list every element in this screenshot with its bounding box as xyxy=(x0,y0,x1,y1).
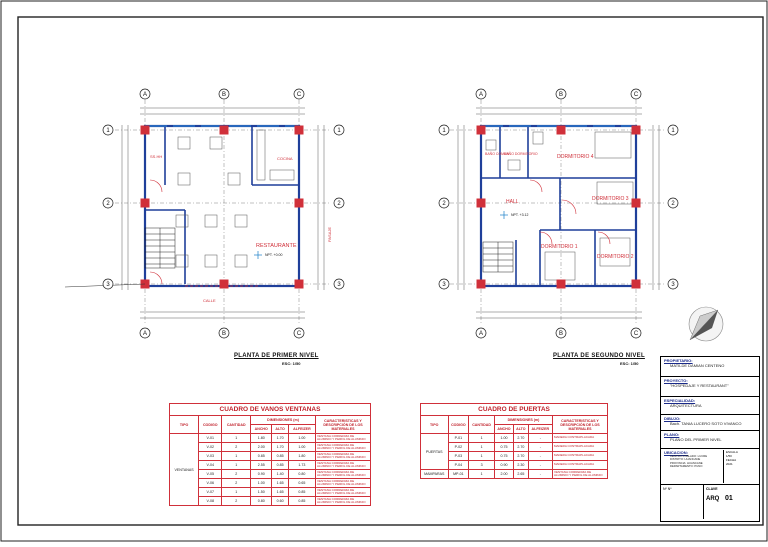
level-label-first: NPT. +0.00 xyxy=(265,253,283,257)
tb-escala-label: ESCALA xyxy=(726,450,738,454)
tb-clave-prefix: ARQ xyxy=(706,496,720,502)
windows-col-tipo: TIPO xyxy=(170,416,199,434)
tb-proyecto xyxy=(661,377,759,397)
axis-1-left-2: 1 xyxy=(442,128,446,134)
table-cell-alfeizer: - xyxy=(528,434,552,443)
windows-table-title: CUADRO DE VANOS VENTANAS xyxy=(170,404,371,416)
doors-tipo-cell: PUERTAS xyxy=(421,434,449,470)
table-cell-ancho: 0.75 xyxy=(494,452,513,461)
table-cell-desc: MADERA CONTRAPLACADA xyxy=(553,434,608,443)
plan1-title: PLANTA DE PRIMER NIVEL xyxy=(234,353,319,359)
table-cell-desc: MADERA CONTRAPLACADA xyxy=(553,461,608,470)
table-cell-cantidad: 1 xyxy=(222,461,251,470)
axis-c-bottom-2: C xyxy=(633,331,639,337)
windows-col-caracteristicas: CARACTERISTICAS Y DESCRIPCIÓN DE LOS MATERIALES xyxy=(316,416,371,434)
axis-2-left-1: 2 xyxy=(106,201,110,207)
table-row xyxy=(170,488,371,497)
tb-plano-label: PLANO: xyxy=(664,432,680,437)
doors-col-alfeizer: ALFEIZER xyxy=(528,425,552,434)
room-label-dormitorio1: DORMITORIO 1 xyxy=(541,244,578,250)
table-cell-desc: VENTANA CORREDIZA DE ALUMINIO Y PERFIL DE ALUMINIO xyxy=(316,434,371,443)
table-cell-codigo: P-01 xyxy=(448,434,469,443)
table-cell-cantidad: 1 xyxy=(222,434,251,443)
axis-3-left-2: 3 xyxy=(442,282,446,288)
table-cell-alfeizer: - xyxy=(528,452,552,461)
plan2-title: PLANTA DE SEGUNDO NIVEL xyxy=(553,353,645,359)
table-cell-alto: 0.60 xyxy=(272,497,288,506)
room-label-bano-dormitorio: BAÑO DORMITORIO xyxy=(504,152,538,156)
outer-border xyxy=(1,1,767,541)
doors-col-alto: ALTO xyxy=(514,425,529,434)
tb-clave xyxy=(661,485,759,519)
table-cell-codigo: V-03 xyxy=(199,452,222,461)
room-label-sshh: SS.HH xyxy=(150,154,163,159)
table-cell-alfeizer: 1.00 xyxy=(288,443,315,452)
windows-table-body xyxy=(170,434,371,506)
windows-col-alto: ALTO xyxy=(272,425,288,434)
tb-dibujo-label: DIBUJO: xyxy=(664,416,681,421)
tb-ubicacion-line: DEPARTAMENTO: PUNO xyxy=(670,464,703,469)
table-cell-codigo: V-08 xyxy=(199,497,222,506)
table-cell-alfeizer: 0.85 xyxy=(288,488,315,497)
table-cell-desc: MADERA CONTRAPLACADA xyxy=(553,443,608,452)
doors-col-cantidad: CANTIDAD xyxy=(469,416,495,434)
table-row xyxy=(170,461,371,470)
table-cell-codigo: V-01 xyxy=(199,434,222,443)
table-cell-ancho: 0.80 xyxy=(251,497,272,506)
table-row xyxy=(170,497,371,506)
table-cell-alto: 2.70 xyxy=(514,443,529,452)
axis-2-right-1: 2 xyxy=(337,201,341,207)
doors-col-caracteristicas: CARACTERISTICAS Y DESCRIPCIÓN DE LOS MATERIALES xyxy=(553,416,608,434)
table-cell-desc: VENTANA CORREDIZA DE ALUMINIO Y PERFIL DE ALUMINIO xyxy=(316,443,371,452)
table-row xyxy=(170,443,371,452)
table-cell-cantidad: 1 xyxy=(222,452,251,461)
table-cell-alfeizer: 0.65 xyxy=(288,479,315,488)
table-cell-cantidad: 1 xyxy=(469,443,495,452)
tb-clave-number: 01 xyxy=(725,495,733,502)
table-cell-alfeizer: - xyxy=(528,470,552,479)
room-label-hall: HALL xyxy=(506,199,519,205)
tb-ubicacion xyxy=(661,449,759,485)
table-cell-codigo: P-04 xyxy=(448,461,469,470)
windows-col-alfeizer: ALFEIZER xyxy=(288,425,315,434)
axis-3-left-1: 3 xyxy=(106,282,110,288)
doors-tipo-mamparas-cell: MAMPARAS xyxy=(421,470,449,479)
table-cell-alto: 1.40 xyxy=(272,470,288,479)
tb-lamina-label: Nº Nº xyxy=(661,485,704,519)
table-cell-ancho: 2.00 xyxy=(251,443,272,452)
table-row xyxy=(421,470,608,479)
table-cell-ancho: 1.50 xyxy=(251,488,272,497)
windows-tipo-cell: VENTANAS xyxy=(170,434,199,506)
room-label-dormitorio4: DORMITORIO 4 xyxy=(557,154,594,160)
tb-plano-value: PLANO DEL PRIMER NIVEL xyxy=(670,437,722,442)
tb-proyecto-label: PROYECTO: xyxy=(664,378,688,383)
table-cell-alto: 2.70 xyxy=(514,452,529,461)
tb-especialidad xyxy=(661,397,759,415)
table-cell-ancho: 1.00 xyxy=(251,479,272,488)
room-label-pasaje: PASAJE xyxy=(327,226,332,242)
table-cell-alto: 1.65 xyxy=(272,479,288,488)
table-cell-cantidad: 2 xyxy=(222,470,251,479)
inner-border xyxy=(18,17,763,525)
table-cell-cantidad: 2 xyxy=(222,479,251,488)
table-cell-cantidad: 2 xyxy=(222,443,251,452)
tb-propietario-value: MATILDE DAMIAN CENTENO xyxy=(670,363,725,368)
room-label-restaurante: RESTAURANTE xyxy=(256,243,297,249)
doors-col-codigo: CODIGO xyxy=(448,416,469,434)
tb-escala-value: 1/50 xyxy=(726,454,732,458)
table-row xyxy=(170,452,371,461)
axis-b-top-2: B xyxy=(558,92,564,98)
table-row xyxy=(170,470,371,479)
room-label-dormitorio3: DORMITORIO 3 xyxy=(592,196,629,202)
table-cell-alto: 1.70 xyxy=(272,443,288,452)
doors-table-body xyxy=(421,434,608,479)
axis-3-right-1: 3 xyxy=(337,282,341,288)
plan1-scale: ESC: 1/50 xyxy=(282,361,301,366)
doors-col-ancho: ANCHO xyxy=(494,425,513,434)
table-cell-alfeizer: - xyxy=(528,461,552,470)
windows-col-cantidad: CANTIDAD xyxy=(222,416,251,434)
tb-fecha-value: 2021 xyxy=(726,462,733,466)
tb-ubicacion-line: PROVINCIA: HUANCANE xyxy=(670,460,703,465)
north-arrow-icon xyxy=(689,307,723,341)
table-cell-desc: VENTANA CORREDIZA DE ALUMINIO Y PERFIL DE ALUMINIO xyxy=(316,470,371,479)
doors-schedule-table xyxy=(420,403,608,479)
tb-ubicacion-line: DISTRITO: HUANCANE xyxy=(670,457,701,462)
axis-3-right-2: 3 xyxy=(671,282,675,288)
table-cell-ancho: 1.80 xyxy=(251,434,272,443)
tb-ubicacion-label: UBICACION: xyxy=(664,450,688,455)
axis-a-top-1: A xyxy=(142,92,148,98)
table-cell-alfeizer: 0.80 xyxy=(288,470,315,479)
table-cell-desc: VENTANA CORREDIZA DE ALUMINIO Y PERFIL DE ALUMINIO xyxy=(316,479,371,488)
table-cell-cantidad: 1 xyxy=(469,434,495,443)
table-cell-ancho: 0.85 xyxy=(251,452,272,461)
table-cell-codigo: P-02 xyxy=(448,443,469,452)
table-cell-alfeizer: 1.73 xyxy=(288,461,315,470)
table-row xyxy=(421,443,608,452)
tb-especialidad-label: ESPECIALIDAD: xyxy=(664,398,696,403)
axis-c-top-1: C xyxy=(296,92,302,98)
table-cell-cantidad: 1 xyxy=(469,452,495,461)
table-cell-ancho: 1.00 xyxy=(494,434,513,443)
table-cell-codigo: V-02 xyxy=(199,443,222,452)
tb-ubicacion-line: CENTRO POBLADO: LUCRE xyxy=(670,454,708,458)
table-row xyxy=(170,434,371,443)
table-row xyxy=(421,434,608,443)
table-cell-alto: 1.65 xyxy=(272,488,288,497)
table-cell-ancho: 0.75 xyxy=(494,443,513,452)
room-label-dormitorio2: DORMITORIO 2 xyxy=(597,254,634,260)
tb-propietario xyxy=(661,357,759,377)
table-cell-desc: VENTANA CORREDIZA DE ALUMINIO Y PERFIL DE ALUMINIO xyxy=(316,461,371,470)
tb-plano xyxy=(661,431,759,449)
tb-dibujo xyxy=(661,415,759,431)
table-cell-codigo: MP-01 xyxy=(448,470,469,479)
table-cell-alto: 2.70 xyxy=(514,434,529,443)
axis-c-bottom-1: C xyxy=(296,331,302,337)
table-cell-ancho: 2.00 xyxy=(494,470,513,479)
table-cell-codigo: V-04 xyxy=(199,461,222,470)
table-cell-alfeizer: 0.85 xyxy=(288,497,315,506)
axis-1-right-2: 1 xyxy=(671,128,675,134)
table-cell-alfeizer: 1.00 xyxy=(288,434,315,443)
plan-second-floor xyxy=(450,100,665,325)
table-cell-desc: VENTANA CORREDIZA DE ALUMINIO Y PERFIL DE ALUMINIO xyxy=(316,452,371,461)
table-cell-ancho: 0.90 xyxy=(251,470,272,479)
table-cell-alto: 2.65 xyxy=(514,470,529,479)
axis-1-right-1: 1 xyxy=(337,128,341,134)
room-label-bano-comun: BAÑO COMUN xyxy=(485,152,510,156)
axis-a-top-2: A xyxy=(478,92,484,98)
title-block xyxy=(660,356,760,522)
level-label-second: NPT. +3.12 xyxy=(511,213,529,217)
axis-b-top-1: B xyxy=(221,92,227,98)
table-cell-codigo: V-06 xyxy=(199,479,222,488)
table-cell-codigo: V-05 xyxy=(199,470,222,479)
table-cell-alto: 1.70 xyxy=(272,434,288,443)
table-cell-desc: MADERA CONTRAPLACADA xyxy=(553,452,608,461)
table-row xyxy=(421,461,608,470)
tb-propietario-label: PROPIETARIO: xyxy=(664,358,693,363)
windows-col-dimensiones: DIMENSIONES (m) xyxy=(251,416,316,425)
table-cell-alfeizer: - xyxy=(528,443,552,452)
room-label-calle: CALLE xyxy=(203,298,216,303)
axis-2-right-2: 2 xyxy=(671,201,675,207)
axis-a-bottom-1: A xyxy=(142,331,148,337)
windows-col-codigo: CODIGO xyxy=(199,416,222,434)
room-label-cocina: COCINA xyxy=(277,156,293,161)
table-cell-alfeizer: 1.80 xyxy=(288,452,315,461)
table-cell-alto: 0.85 xyxy=(272,452,288,461)
table-cell-desc: VENTANA CORREDIZA DE ALUMINIO Y PERFIL DE ALUMINIO xyxy=(553,470,608,479)
axis-1-left-1: 1 xyxy=(106,128,110,134)
table-cell-ancho: 0.90 xyxy=(494,461,513,470)
plan2-scale: ESC: 1/50 xyxy=(620,361,639,366)
table-cell-cantidad: 1 xyxy=(222,488,251,497)
doors-table-title: CUADRO DE PUERTAS xyxy=(421,404,608,416)
axis-b-bottom-2: B xyxy=(558,331,564,337)
doors-col-tipo: TIPO xyxy=(421,416,449,434)
doors-col-dimensiones: DIMENSIONES (m) xyxy=(494,416,552,425)
table-cell-desc: VENTANA CORREDIZA DE ALUMINIO Y PERFIL DE ALUMINIO xyxy=(316,488,371,497)
table-cell-cantidad: 1 xyxy=(469,470,495,479)
axis-c-top-2: C xyxy=(633,92,639,98)
table-cell-cantidad: 3 xyxy=(469,461,495,470)
windows-col-ancho: ANCHO xyxy=(251,425,272,434)
table-row xyxy=(421,452,608,461)
tb-clave-label: CLAVE xyxy=(706,487,718,491)
axis-a-bottom-2: A xyxy=(478,331,484,337)
tb-proyecto-value: "HOSPEDAJE Y RESTAURANT" xyxy=(670,383,729,388)
windows-schedule-table xyxy=(169,403,371,506)
table-cell-codigo: V-07 xyxy=(199,488,222,497)
tb-especialidad-value: ARQUITECTURA xyxy=(670,403,702,408)
table-row xyxy=(170,479,371,488)
table-cell-ancho: 2.55 xyxy=(251,461,272,470)
table-cell-desc: VENTANA CORREDIZA DE ALUMINIO Y PERFIL DE ALUMINIO xyxy=(316,497,371,506)
table-cell-alto: 0.85 xyxy=(272,461,288,470)
tb-fecha-label: FECHA xyxy=(726,458,737,462)
table-cell-codigo: P-03 xyxy=(448,452,469,461)
axis-b-bottom-1: B xyxy=(221,331,227,337)
table-cell-cantidad: 2 xyxy=(222,497,251,506)
table-cell-alto: 2.30 xyxy=(514,461,529,470)
tb-dibujo-value: Bach. TANIA LUCERO SOTO VIVANCO xyxy=(670,421,742,426)
axis-2-left-2: 2 xyxy=(442,201,446,207)
